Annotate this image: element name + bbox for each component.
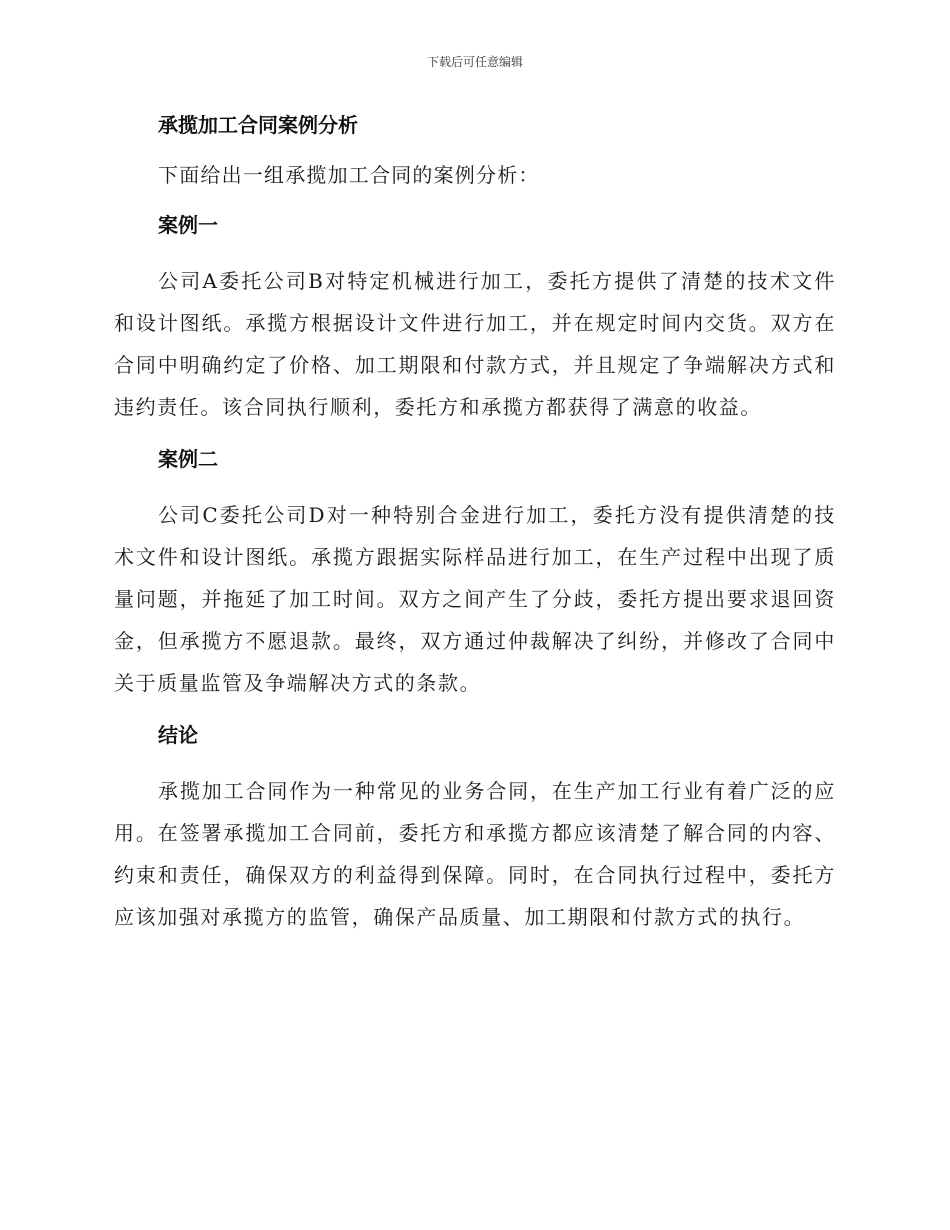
document-body <box>114 110 836 954</box>
header-note: 下载后可任意编辑 <box>426 55 523 69</box>
intro-paragraph: 下面给出一组承揽加工合同的案例分析： <box>158 163 540 187</box>
section-paragraph-conclusion: 承揽加工合同作为一种常见的业务合同，在生产加工行业有着广泛的应用。在签署承揽加工合同前，委托方和承揽方都应该清楚了解合同的内容、约束和责任，确保双方的利益得到保障。同时，在合同执行过程中，委托方应该加强对承揽方的监管，确保产品质量、加工期限和付款方式的执行。 <box>114 779 836 929</box>
section-paragraph-case-1: 公司A委托公司B对特定机械进行加工，委托方提供了清楚的技术文件和设计图纸。承揽方根据设计文件进行加工，并在规定时间内交货。双方在合同中明确约定了价格、加工期限和付款方式，并且规定了争端解决方式和违约责任。该合同执行顺利，委托方和承揽方都获得了满意的收益。 <box>114 269 836 419</box>
section-heading-conclusion: 结论 <box>158 723 198 747</box>
section-heading-case-1: 案例一 <box>158 213 218 237</box>
document-title: 承揽加工合同案例分析 <box>158 113 358 137</box>
section-heading-case-2: 案例二 <box>158 447 218 471</box>
section-paragraph-case-2: 公司C委托公司D对一种特别合金进行加工，委托方没有提供清楚的技术文件和设计图纸。承揽方跟据实际样品进行加工，在生产过程中出现了质量问题，并拖延了加工时间。双方之间产生了分歧，委托方提出要求退回资金，但承揽方不愿退款。最终，双方通过仲裁解决了纠纷，并修改了合同中关于质量监管及争端解决方式的条款。 <box>114 503 836 695</box>
